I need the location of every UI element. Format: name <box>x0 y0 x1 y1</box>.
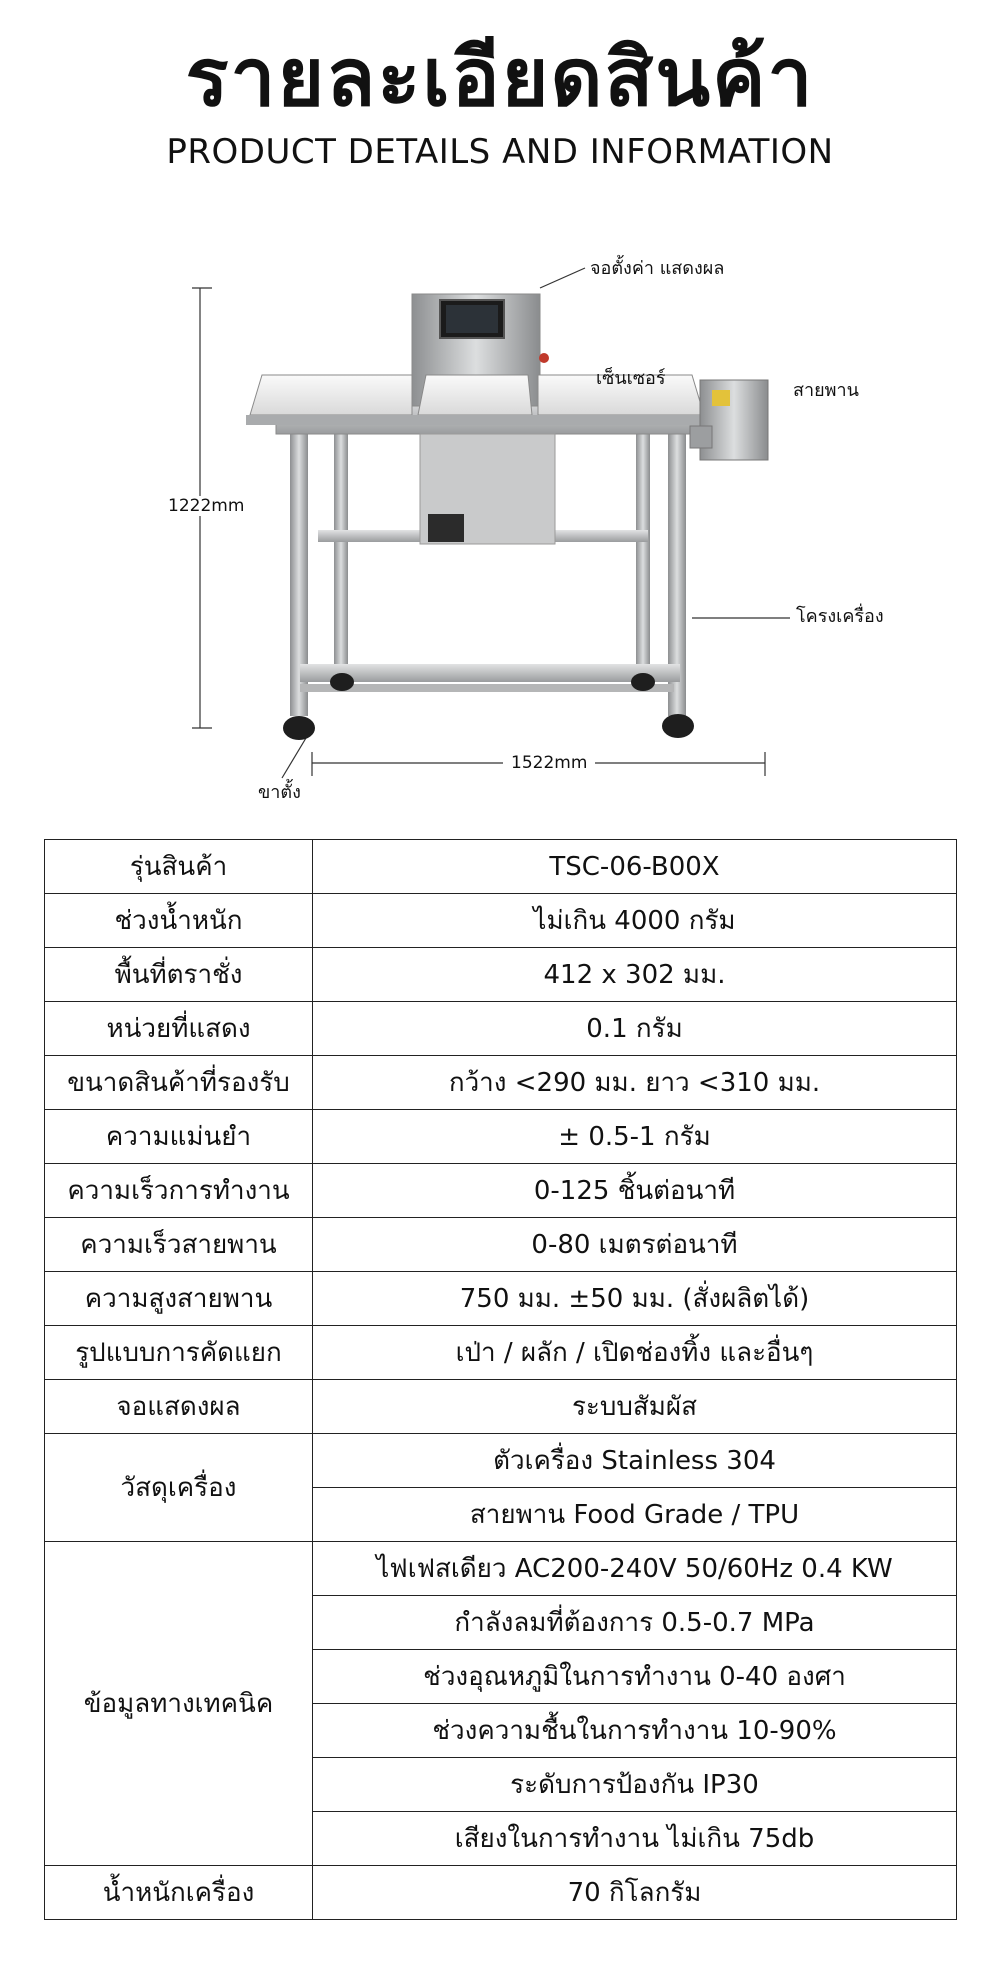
spec-value-speed: 0-125 ชิ้นต่อนาที <box>313 1164 957 1218</box>
spec-value-ip-rating: ระดับการป้องกัน IP30 <box>313 1758 957 1812</box>
spec-value-belt-speed: 0-80 เมตรต่อนาที <box>313 1218 957 1272</box>
table-row <box>45 1002 957 1056</box>
height-dimension-label: 1222mm <box>168 496 245 516</box>
spec-label-unit: หน่วยที่แสดง <box>45 1002 313 1056</box>
spec-label-accuracy: ความแม่นยำ <box>45 1110 313 1164</box>
spec-label-belt-height: ความสูงสายพาน <box>45 1272 313 1326</box>
spec-label-belt-speed: ความเร็วสายพาน <box>45 1218 313 1272</box>
spec-value-noise: เสียงในการทำงาน ไม่เกิน 75db <box>313 1812 957 1866</box>
spec-table <box>44 839 957 1920</box>
spec-value-material-body: ตัวเครื่อง Stainless 304 <box>313 1434 957 1488</box>
spec-value-temperature: ช่วงอุณหภูมิในการทำงาน 0-40 องศา <box>313 1650 957 1704</box>
table-row <box>45 1056 957 1110</box>
spec-label-technical: ข้อมูลทางเทคนิค <box>45 1542 313 1866</box>
page-title: รายละเอียดสินค้า <box>185 31 815 124</box>
callout-frame-label: โครงเครื่อง <box>796 606 884 627</box>
table-row <box>45 1866 957 1920</box>
table-row <box>45 1164 957 1218</box>
table-row <box>45 1380 957 1434</box>
width-dimension-label: 1522mm <box>503 753 595 773</box>
spec-value-accuracy: ± 0.5-1 กรัม <box>313 1110 957 1164</box>
page-subtitle: PRODUCT DETAILS AND INFORMATION <box>166 132 834 172</box>
spec-value-reject: เป่า / ผลัก / เปิดช่องทิ้ง และอื่นๆ <box>313 1326 957 1380</box>
spec-value-material-belt: สายพาน Food Grade / TPU <box>313 1488 957 1542</box>
table-row <box>45 948 957 1002</box>
spec-value-display: ระบบสัมผัส <box>313 1380 957 1434</box>
table-row <box>45 894 957 948</box>
table-row <box>45 1272 957 1326</box>
spec-value-unit: 0.1 กรัม <box>313 1002 957 1056</box>
spec-label-machine-weight: น้ำหนักเครื่อง <box>45 1866 313 1920</box>
callout-sensor-label: เซ็นเซอร์ <box>596 368 666 389</box>
table-row <box>45 1434 957 1488</box>
spec-label-speed: ความเร็วการทำงาน <box>45 1164 313 1218</box>
spec-value-weight-range: ไม่เกิน 4000 กรัม <box>313 894 957 948</box>
product-figure <box>0 230 1000 830</box>
spec-value-platform: 412 x 302 มม. <box>313 948 957 1002</box>
spec-value-belt-height: 750 มม. ±50 มม. (สั่งผลิตได้) <box>313 1272 957 1326</box>
machine-frame <box>276 398 704 716</box>
spec-value-size: กว้าง <290 มม. ยาว <310 มม. <box>313 1056 957 1110</box>
spec-value-power: ไฟเฟสเดียว AC200-240V 50/60Hz 0.4 KW <box>313 1542 957 1596</box>
spec-label-display: จอแสดงผล <box>45 1380 313 1434</box>
spec-value-air-pressure: กำลังลมที่ต้องการ 0.5-0.7 MPa <box>313 1596 957 1650</box>
spec-value-model: TSC-06-B00X <box>313 840 957 894</box>
caster-wheels <box>283 673 694 740</box>
spec-label-platform: พื้นที่ตราชั่ง <box>45 948 313 1002</box>
spec-label-material: วัสดุเครื่อง <box>45 1434 313 1542</box>
table-row <box>45 1218 957 1272</box>
table-row <box>45 1542 957 1596</box>
table-row <box>45 1326 957 1380</box>
callout-legs-label: ขาตั้ง <box>258 782 301 803</box>
checkweigher-machine-illustration <box>0 230 1000 830</box>
spec-label-weight-range: ช่วงน้ำหนัก <box>45 894 313 948</box>
spec-value-machine-weight: 70 กิโลกรัม <box>313 1866 957 1920</box>
spec-label-reject: รูปแบบการคัดแยก <box>45 1326 313 1380</box>
table-row <box>45 1110 957 1164</box>
motor-housing <box>690 380 768 460</box>
spec-label-model: รุ่นสินค้า <box>45 840 313 894</box>
callout-belt-label: สายพาน <box>793 380 859 401</box>
spec-label-size: ขนาดสินค้าที่รองรับ <box>45 1056 313 1110</box>
spec-value-humidity: ช่วงความชื้นในการทำงาน 10-90% <box>313 1704 957 1758</box>
callout-display-label: จอตั้งค่า แสดงผล <box>590 258 725 279</box>
table-row <box>45 840 957 894</box>
